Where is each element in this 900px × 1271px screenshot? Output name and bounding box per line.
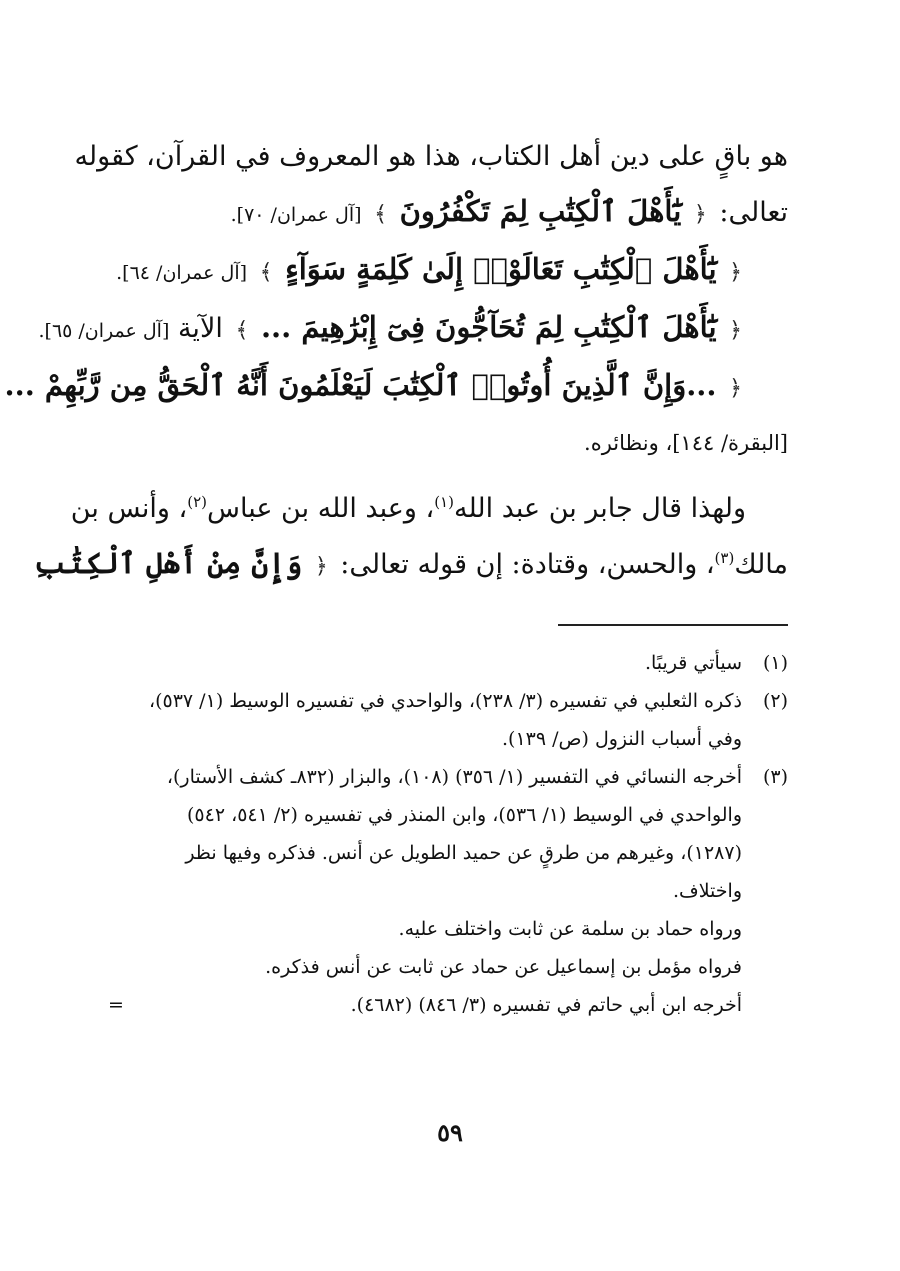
quran-verse: وَإِنَّ مِنْ أَهْلِ ٱلْكِتَٰبِ bbox=[34, 546, 303, 580]
ornate-bracket-open-icon: ﴿ bbox=[729, 376, 742, 401]
footnote bbox=[108, 682, 788, 758]
footnote-number: (٢) bbox=[762, 690, 788, 712]
footnote-line: أخرجه ابن أبي حاتم في تفسيره (٣/ ٨٤٦) (٤٦٨٢). bbox=[350, 994, 742, 1016]
footnotes bbox=[108, 644, 788, 1024]
footnote-ref[interactable]: (٢) bbox=[187, 493, 208, 511]
text-segment: ، وعبد الله بن عباس bbox=[207, 493, 435, 524]
main-text bbox=[4, 130, 788, 594]
ornate-bracket-open-icon: ﴿ bbox=[314, 554, 328, 579]
text-line-8 bbox=[34, 536, 788, 594]
text-segment: مالك bbox=[734, 549, 788, 580]
footnote-line: وفي أسباب النزول (ص/ ١٣٩). bbox=[502, 728, 742, 750]
footnote-line: والواحدي في الوسيط (١/ ٥٣٦)، وابن المنذر في تفسيره (٢/ ٥٤١، ٥٤٢) bbox=[187, 804, 742, 826]
text-segment: ، والحسن، وقتادة: إن قوله تعالى: bbox=[331, 549, 715, 580]
text-segment: ولهذا قال جابر بن عبد الله bbox=[453, 493, 746, 524]
ornate-bracket-close-icon: ﴾ bbox=[235, 318, 249, 343]
text-line-3 bbox=[110, 242, 788, 300]
quran-verse: ...وَإِنَّ ٱلَّذِينَ أُوتُوا۟ ٱلْكِتَٰبَ لَيَعْلَمُونَ أَنَّهُ ٱلْحَقُّ مِن رَّبِّهِمْ ... bbox=[4, 368, 717, 402]
footnote-line: فرواه مؤمل بن إسماعيل عن حماد عن ثابت عن أنس فذكره. bbox=[265, 956, 742, 978]
quran-verse: يَٰٓأَهْلَ ٱلْكِتَٰبِ لِمَ تُحَآجُّونَ فِىٓ إِبْرَٰهِيمَ ... bbox=[260, 310, 717, 344]
ornate-bracket-close-icon: ﴾ bbox=[259, 260, 273, 285]
ornate-bracket-close-icon: ﴾ bbox=[374, 202, 388, 227]
footnote-line: واختلاف. bbox=[672, 880, 742, 902]
ornate-bracket-open-icon: ﴿ bbox=[693, 202, 707, 227]
text-segment: الآية bbox=[169, 313, 223, 344]
text-segment: ، وأنس بن bbox=[70, 493, 188, 524]
footnote-line: سيأتي قريبًا. bbox=[644, 652, 742, 674]
footnote-number: (١) bbox=[762, 652, 788, 674]
footnote-separator bbox=[558, 624, 788, 626]
text-line-5 bbox=[4, 358, 788, 416]
footnote bbox=[108, 758, 788, 910]
footnote-number: (٣) bbox=[762, 766, 788, 788]
text-line-1: هو باقٍ على دين أهل الكتاب، هذا هو المعروف في القرآن، كقوله bbox=[74, 141, 788, 172]
page-number: ٥٩ bbox=[437, 1118, 463, 1147]
ornate-bracket-open-icon: ﴿ bbox=[729, 318, 742, 343]
footnote-line: (١٢٨٧)، وغيرهم من طرقٍ عن حميد الطويل عن أنس. فذكره وفيها نظر bbox=[185, 842, 742, 864]
footnote-line: ورواه حماد بن سلمة عن ثابت واختلف عليه. bbox=[398, 918, 742, 940]
continuation-mark: = bbox=[108, 994, 124, 1016]
text-line-6: [البقرة/ ١٤٤]، ونظائره. bbox=[584, 431, 788, 455]
text-line-2 bbox=[110, 184, 788, 242]
quran-verse: يَٰٓأَهْلَ ٱلْكِتَٰبِ لِمَ تَكْفُرُونَ bbox=[399, 194, 682, 228]
text-segment: تعالى: bbox=[710, 197, 788, 228]
footnote-line: أخرجه النسائي في التفسير (١/ ٣٥٦) (١٠٨)، والبزار (٨٣٢ـ كشف الأستار)، bbox=[166, 766, 742, 788]
text-line-4 bbox=[38, 300, 788, 358]
footnote-ref[interactable]: (٣) bbox=[714, 549, 735, 567]
footnote bbox=[108, 644, 788, 682]
verse-reference: [آل عمران/ ٦٤]. bbox=[116, 262, 248, 284]
footnote-line: ذكره الثعلبي في تفسيره (٣/ ٢٣٨)، والواحدي في تفسيره الوسيط (١/ ٥٣٧)، bbox=[148, 690, 742, 712]
footnote-ref[interactable]: (١) bbox=[434, 493, 454, 511]
quran-verse: يَٰٓأَهْلَ ٱلْكِتَٰبِ تَعَالَوْا۟ إِلَىٰ كَلِمَةٍ سَوَآءٍ bbox=[285, 252, 717, 286]
ornate-bracket-open-icon: ﴿ bbox=[729, 260, 742, 285]
text-line-7 bbox=[70, 482, 788, 536]
verse-reference: [آل عمران/ ٧٠]. bbox=[230, 204, 362, 226]
verse-reference: [آل عمران/ ٦٥]. bbox=[38, 320, 170, 342]
